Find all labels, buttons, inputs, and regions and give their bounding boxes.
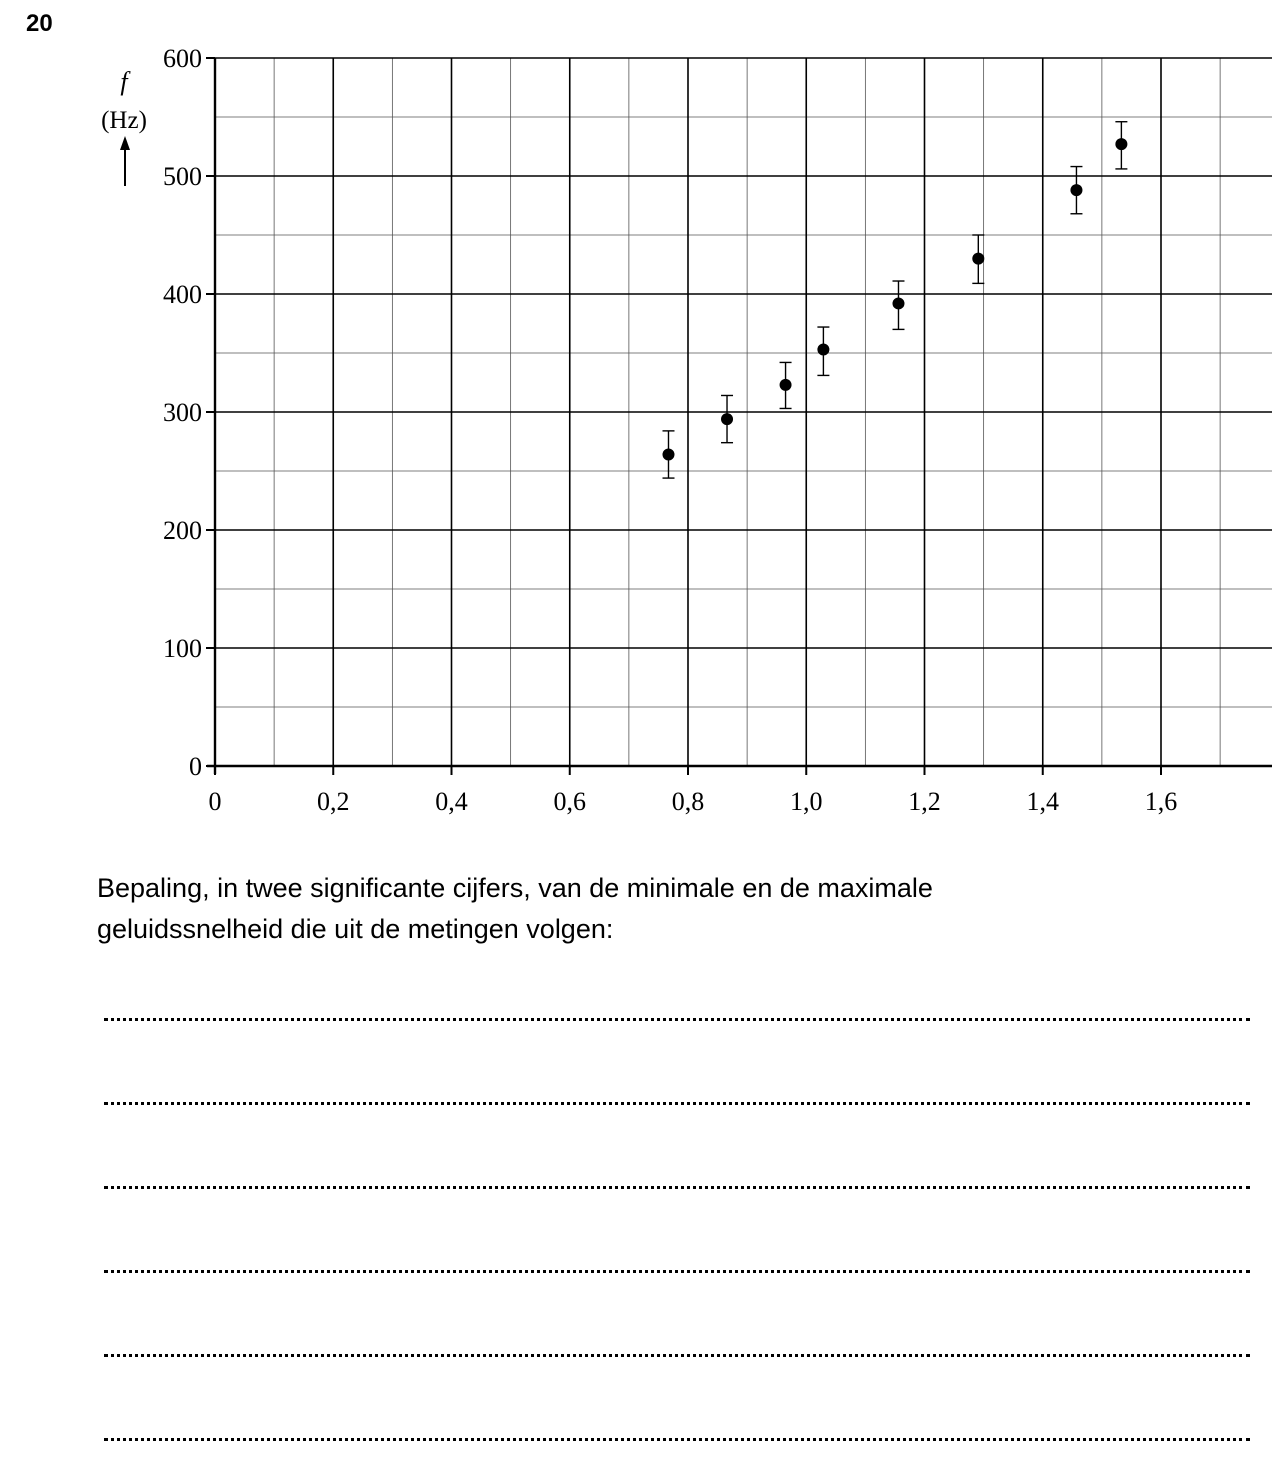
y-tick-label: 100 [163,634,202,663]
data-marker [972,253,984,265]
y-tick-label: 500 [163,162,202,191]
data-point [1115,122,1127,169]
data-marker [721,413,733,425]
x-tick-label: 1,6 [1144,787,1178,816]
answer-line[interactable] [104,1354,1250,1357]
data-marker [817,343,829,355]
answer-line[interactable] [104,1018,1250,1021]
y-tick-label: 300 [163,398,202,427]
y-axis-unit: (Hz) [101,107,147,134]
x-tick-label: 1,0 [790,787,823,816]
answer-line[interactable] [104,1102,1250,1105]
question-number: 20 [26,10,53,37]
y-tick-label: 600 [163,44,202,73]
y-tick-label: 200 [163,516,202,545]
y-axis-up-arrow [120,136,130,186]
answer-line[interactable] [104,1186,1250,1189]
data-point [892,281,904,329]
answer-line[interactable] [104,1438,1250,1441]
axes [207,58,1272,774]
x-tick-label: 0,6 [553,787,586,816]
data-marker [780,379,792,391]
data-marker [1070,184,1082,196]
y-tick-label: 400 [163,280,202,309]
data-point [972,235,984,283]
answer-line[interactable] [104,1270,1250,1273]
grid-major [215,58,1272,766]
x-tick-label: 0,8 [671,787,705,816]
data-point [780,362,792,408]
prompt-line-1: Bepaling, in twee significante cijfers, van de minimale en de maximale [97,873,933,903]
y-axis-symbol: f [120,67,128,96]
y-axis-title [101,67,147,186]
x-tick-label: 1,2 [908,787,941,816]
prompt-line-2: geluidssnelheid die uit de metingen volgen: [97,914,614,944]
question-prompt [97,868,1217,950]
data-point [817,327,829,375]
data-marker [892,297,904,309]
x-tick-labels [209,766,1272,816]
y-tick-label: 0 [189,752,202,781]
data-marker [662,448,674,460]
x-tick-label: 0 [208,787,222,816]
x-tick-label: 1,4 [1026,787,1059,816]
y-tick-labels [163,44,215,781]
data-point [1070,167,1082,214]
x-tick-label: 0,2 [317,787,350,816]
data-marker [1115,138,1127,150]
data-point [721,395,733,442]
x-tick-label: 0,4 [435,787,468,816]
data-points [662,122,1127,478]
